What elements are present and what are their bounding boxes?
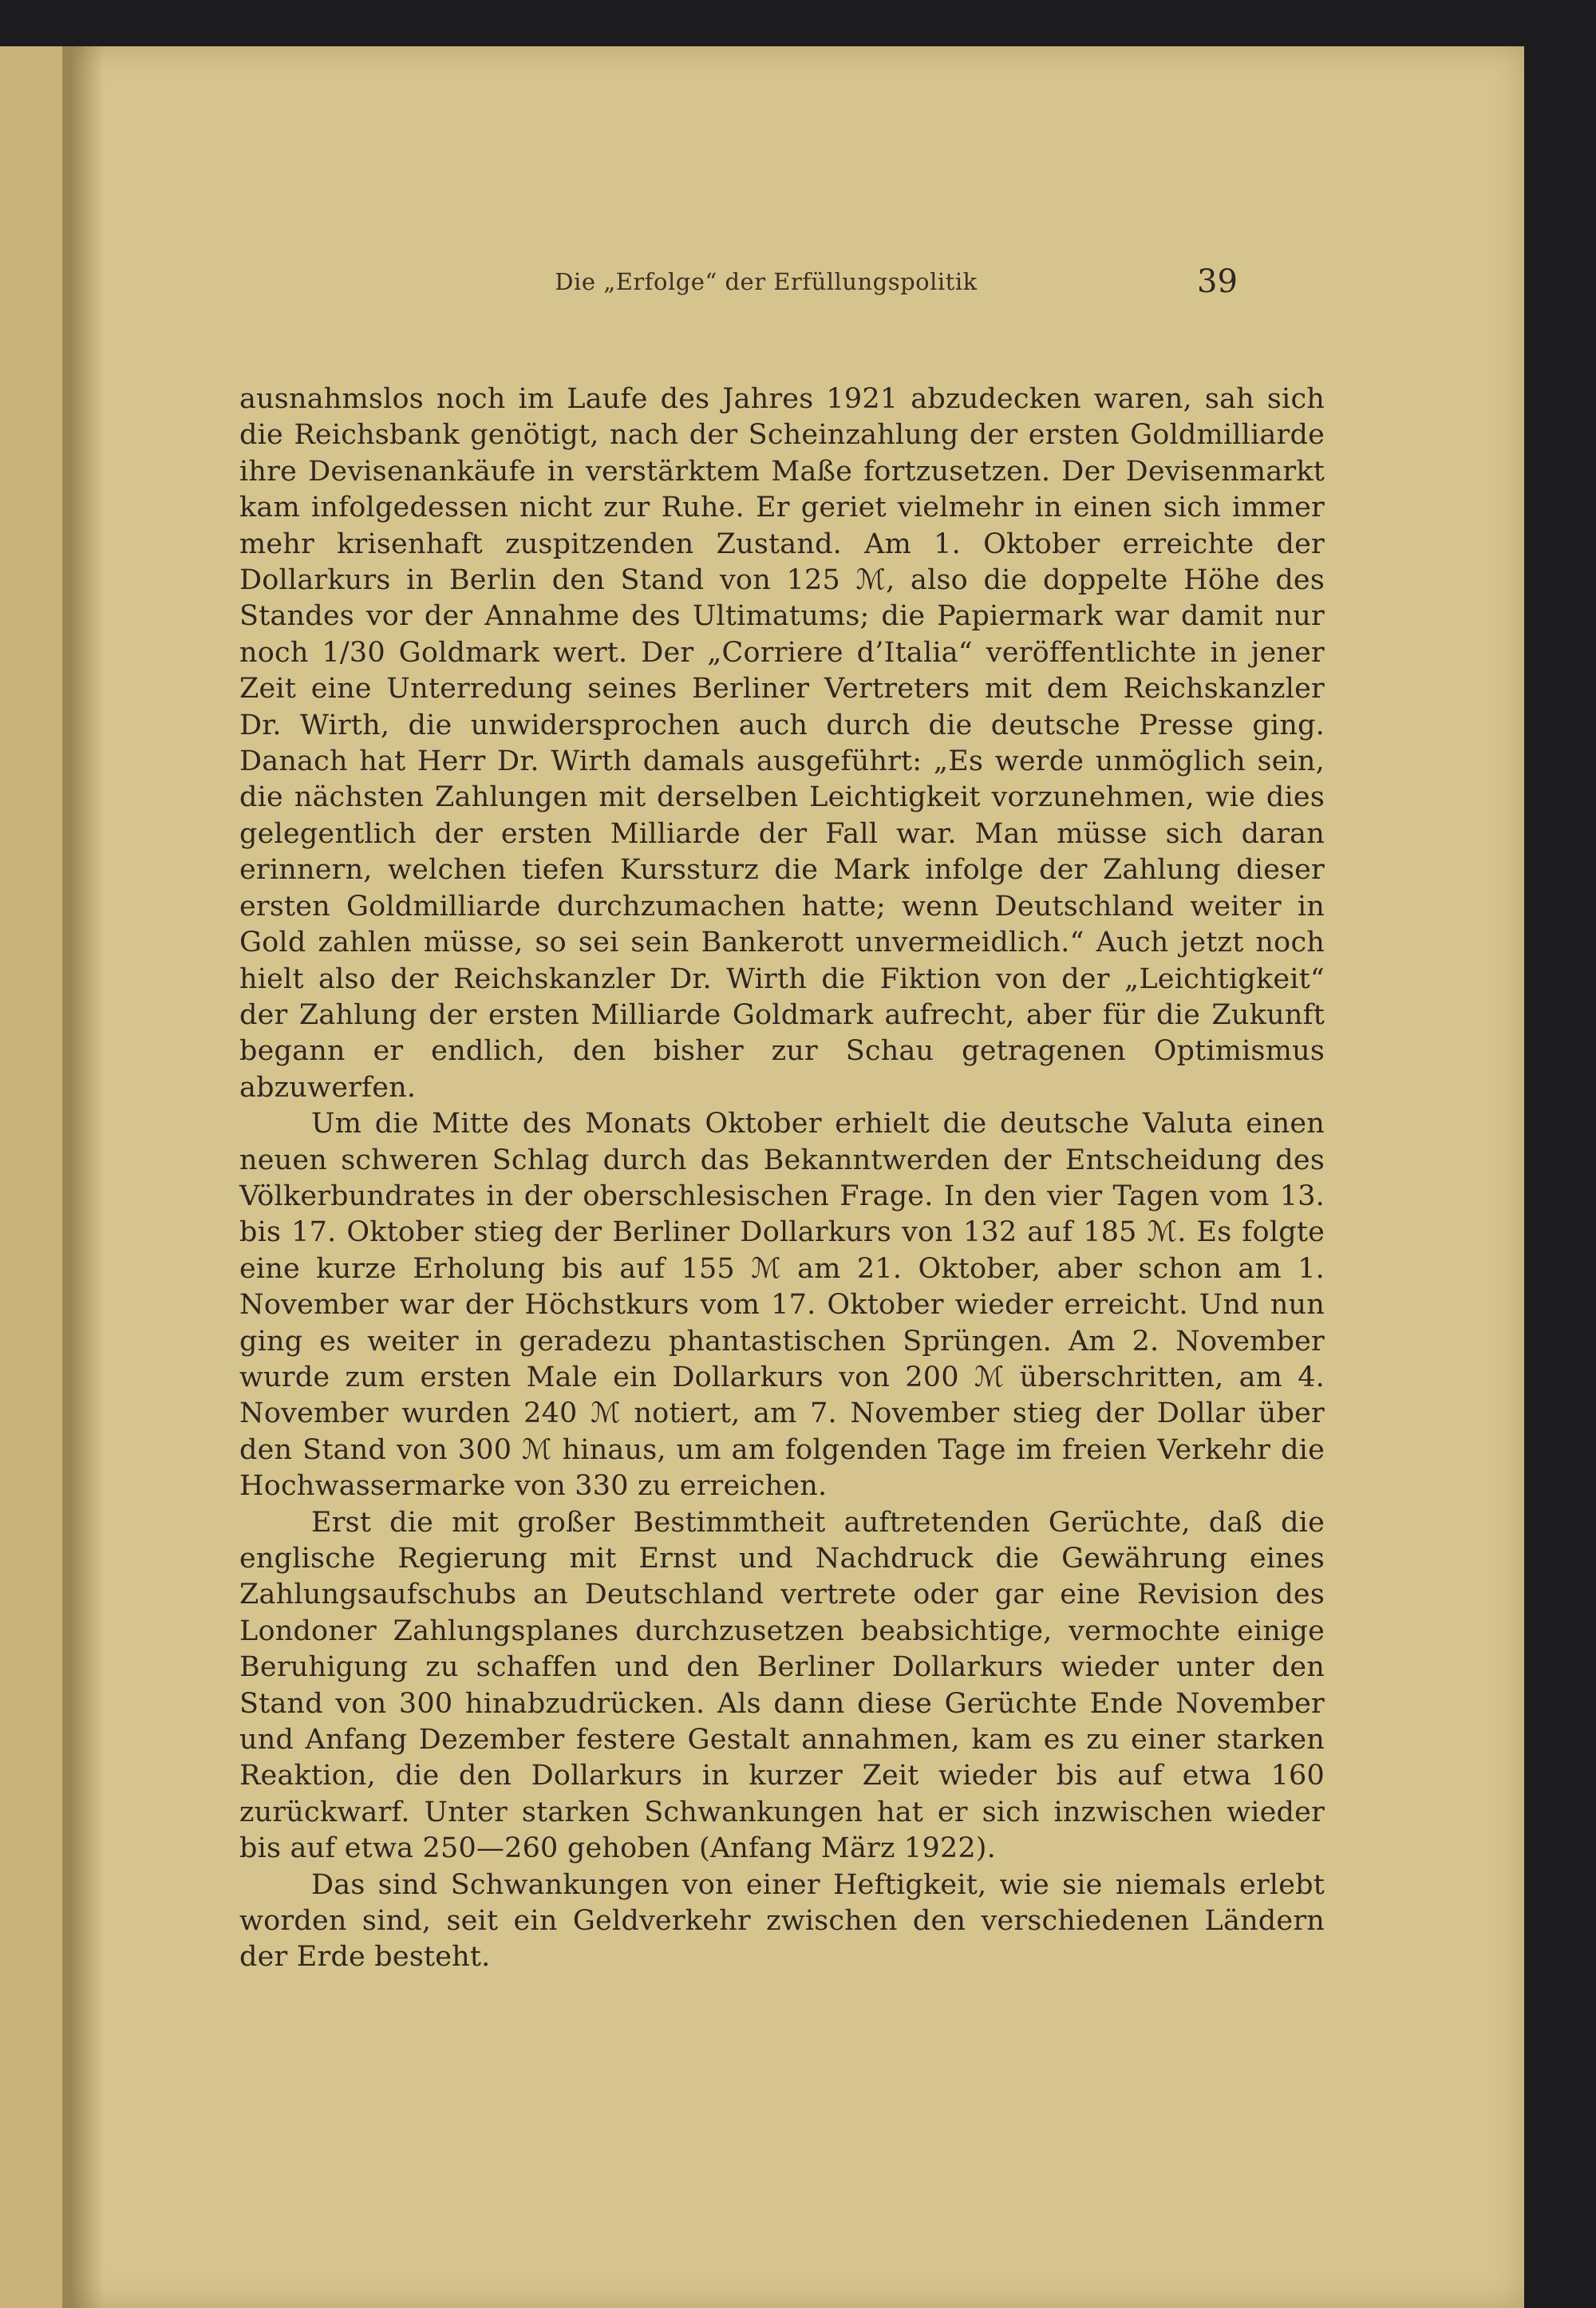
left-page-edge (0, 46, 75, 2308)
body-text (239, 381, 1325, 1976)
page-number: 39 (1197, 263, 1238, 300)
gutter-shadow (72, 46, 104, 2308)
paragraph: Das sind Schwankungen von einer Heftigkeit, wie sie niemals erlebt worden sind, seit ein Geldverkehr zwischen den verschiedenen Ländern der Erde besteht. (239, 1868, 1325, 1974)
paragraph: Um die Mitte des Monats Oktober erhielt die deutsche Valuta einen neuen schweren Schlag durch das Bekanntwerden der Entscheidung des Völkerbundrates in der oberschlesischen Frage. In den vier Tagen vom 13. bis 17. Oktober stieg der Berliner Dollarkurs von 132 auf 185 ℳ. Es folgte eine kurze Erholung bis auf 155 ℳ am 21. Oktober, aber schon am 1. November war der Höchstkurs vom 17. Oktober wieder erreicht. Und nun ging es weiter in geradezu phantastischen Sprüngen. Am 2. November wurde zum ersten Male ein Dollarkurs von 200 ℳ überschritten, am 4. November wurden 240 ℳ notiert, am 7. November stieg der Dollar über den Stand von 300 ℳ hinaus, um am folgenden Tage im freien Verkehr die Hochwassermarke von 330 zu erreichen. (239, 1108, 1325, 1503)
book-page (72, 46, 1524, 2308)
running-head-title: Die „Erfolge“ der Erfüllungspolitik (555, 268, 978, 295)
paragraph: ausnahmslos noch im Laufe des Jahres 1921 abzudecken waren, sah sich die Reichsbank genötigt, nach der Scheinzahlung der ersten Goldmilliarde ihre Devisenankäufe in verstärktem Maße fortzusetzen. Der Devisenmarkt kam infolgedessen nicht zur Ruhe. Er geriet vielmehr in einen sich immer mehr krisenhaft zuspitzenden Zustand. Am 1. Oktober erreichte der Dollarkurs in Berlin den Stand von 125 ℳ, also die doppelte Höhe des Standes vor der Annahme des Ultimatums; die Papiermark war damit nur noch 1/30 Goldmark wert. Der „Corriere d’Italia“ veröffentlichte in jener Zeit eine Unterredung seines Berliner Vertreters mit dem Reichskanzler Dr. Wirth, die unwidersprochen auch durch die deutsche Presse ging. Danach hat Herr Dr. Wirth damals ausgeführt: „Es werde unmöglich sein, die nächsten Zahlungen mit derselben Leichtigkeit vorzunehmen, wie dies gelegentlich der ersten Milliarde der Fall war. Man müsse sich daran erinnern, welchen tiefen Kurssturz die Mark infolge der Zahlung dieser ersten Goldmilliarde durchzumachen hatte; wenn Deutschland weiter in Gold zahlen müsse, so sei sein Bankerott unvermeidlich.“ Auch jetzt noch hielt also der Reichskanzler Dr. Wirth die Fiktion von der „Leichtigkeit“ der Zahlung der ersten Milliarde Goldmark aufrecht, aber für die Zukunft begann er endlich, den bisher zur Schau getragenen Optimismus abzuwerfen. (239, 383, 1325, 1104)
paragraph: Erst die mit großer Bestimmtheit auftretenden Gerüchte, daß die englische Regierung mit Ernst und Nachdruck die Gewährung eines Zahlungsaufschubs an Deutschland vertrete oder gar eine Revision des Londoner Zahlungsplanes durchzusetzen beabsichtige, vermochte einige Beruhigung zu schaffen und den Berliner Dollarkurs wieder unter den Stand von 300 hinabzudrücken. Als dann diese Gerüchte Ende November und Anfang Dezember festere Gestalt annahmen, kam es zu einer starken Reaktion, die den Dollarkurs in kurzer Zeit wieder bis auf etwa 160 zurückwarf. Unter starken Schwankungen hat er sich inzwischen wieder bis auf etwa 250—260 gehoben (Anfang März 1922). (239, 1506, 1325, 1865)
running-head (72, 262, 1524, 302)
